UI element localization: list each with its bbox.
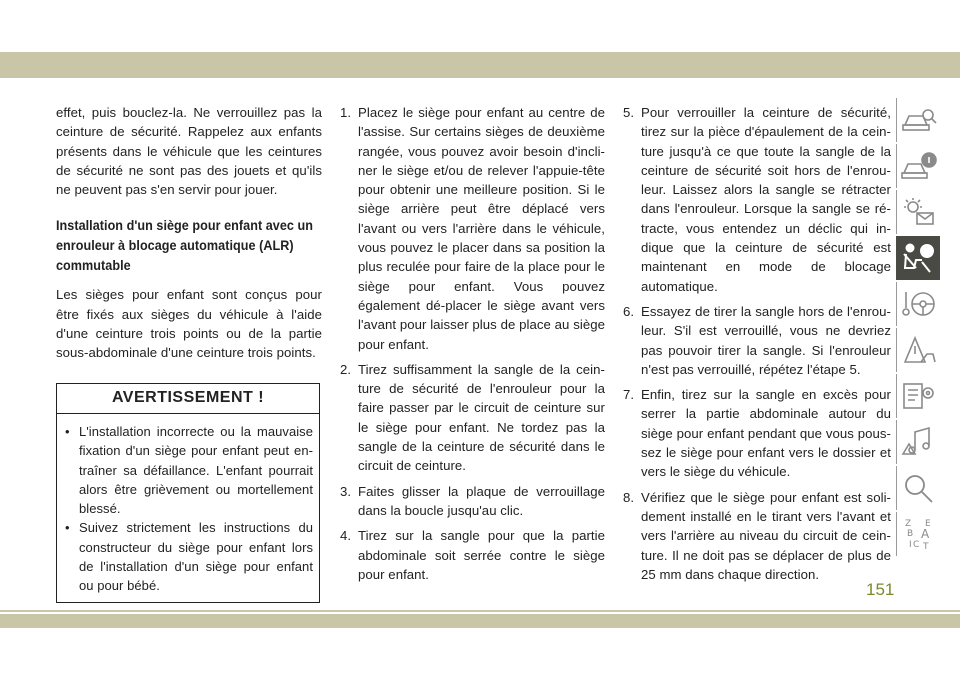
- step-item: 4. Tirez sur la sangle pour que la partie abdominale soit serrée contre le siège pour enfant.: [340, 528, 605, 582]
- svg-text:B: B: [906, 529, 913, 539]
- warning-title: AVERTISSEMENT !: [57, 384, 319, 414]
- header-band: [0, 52, 960, 78]
- seatbelt-airbag-icon[interactable]: [896, 236, 940, 280]
- step-item: 7. Enfin, tirez sur la sangle en excès pour serrer la partie abdominale autour du siège pour enfant pendant que vous pous-sez le siège pour enfant vers le dossier et vers le siège du véhicule.: [623, 387, 891, 480]
- footer-line: [0, 610, 960, 612]
- footer-band: [0, 614, 960, 628]
- warning-lights-icon[interactable]: [896, 190, 940, 234]
- column-1: [56, 103, 322, 603]
- index-icon[interactable]: [896, 512, 940, 556]
- car-info-icon[interactable]: [896, 144, 940, 188]
- step-item: 6. Essayez de tirer la sangle hors de l'enrou-leur. S'il est verrouillé, vous ne devriez pas pouvoir tirer la sangle. Si l'enrouleur n'est pas verrouillé, répétez l'étape 5.: [623, 303, 891, 377]
- service-gear-icon[interactable]: [896, 374, 940, 418]
- steps-list-b: [623, 103, 891, 584]
- svg-text:A: A: [920, 527, 929, 541]
- intro-paragraph: effet, puis bouclez-la. Ne verrouillez pas la ceinture de sécurité. Rappelez aux enfants présents dans le véhicule que les ceintures de sécurité ne sont pas des jouets et qu'ils ne peuvent pas s'en servir pour jouer.: [56, 105, 322, 198]
- section-paragraph: Les sièges pour enfant sont conçus pour être fixés aux sièges du véhicule à l'aide d'une ceinture trois points ou de la partie sous-abdominale d'une ceinture trois points.: [56, 287, 322, 361]
- svg-text:T: T: [922, 542, 928, 552]
- svg-text:C: C: [912, 540, 919, 550]
- car-search-icon[interactable]: [896, 98, 940, 142]
- multimedia-icon[interactable]: [896, 420, 940, 464]
- page-number: 151: [866, 580, 895, 599]
- warning-list: [57, 414, 319, 602]
- svg-text:E: E: [924, 519, 931, 529]
- steering-wheel-icon[interactable]: [896, 282, 940, 326]
- svg-text:Z: Z: [904, 519, 911, 529]
- warning-item: • Suivez strictement les instructions du constructeur du siège pour enfant lors de l'installation d'un siège pour enfant ou pour bébé.: [65, 520, 313, 594]
- chapter-tabs: [896, 98, 940, 558]
- step-item: 2. Tirez suffisamment la sangle de la cein-ture de sécurité de l'enrouleur pour la faire passer par le circuit de ceinture sur le siège pour enfant. Ne tordez pas la sangle de la ceinture de sécurité dans le circuit de ceinture.: [340, 361, 605, 474]
- svg-text:I: I: [908, 540, 912, 550]
- warning-item: • L'installation incorrecte ou la mauvaise fixation d'un siège pour enfant peut en-traîner sa défaillance. L'enfant pourrait alors être grièvement ou mortellement blessé.: [65, 423, 313, 517]
- search-icon[interactable]: [896, 466, 940, 510]
- warning-box: [56, 383, 320, 603]
- step-item: 3. Faites glisser la plaque de verrouillage dans la boucle jusqu'au clic.: [340, 483, 605, 518]
- column-2: [340, 103, 605, 590]
- step-item: 5. Pour verrouiller la ceinture de sécurité, tirez sur la pièce d'épaulement de la cein-ture jusqu'à ce que toute la sangle de la ceinture de sécurité soit hors de l'enrou-leur. Laissez alors la sangle se rétracter dans l'enrouleur. Lorsque la sangle se ré-tracte, vous entendez un déclic qui in-dique que la ceinture de sécurité est maintenant en mode de blocage automatique.: [623, 105, 891, 294]
- steps-list-a: [340, 103, 605, 584]
- step-item: 8. Vérifiez que le siège pour enfant est soli-dement installé en le tirant vers l'avant et vers l'arrière au niveau du circuit de cein-ture. Il ne doit pas se déplacer de plus de 25 mm dans chaque direction.: [623, 489, 891, 582]
- hazard-icon[interactable]: [896, 328, 940, 372]
- section-heading: Installation d'un siège pour enfant avec un enrouleur à blocage automatique (ALR) commutable: [56, 217, 313, 274]
- step-item: 1. Placez le siège pour enfant au centre de l'assise. Sur certains sièges de deuxième rangée, vous pouvez avoir besoin d'incli-ner le siège et/ou de relever l'appuie-tête pour obtenir une meilleure position. Si le siège arrière peut être déplacé vers l'avant ou vers l'arrière dans le véhicule, vous pouvez le placer dans sa position la plus reculée pour faire de la place pour le siège pour enfant. Vous pouvez également dé-placer le siège avant vers l'avant pour laisser plus de place au siège pour enfant.: [340, 105, 605, 352]
- column-3: [623, 103, 891, 590]
